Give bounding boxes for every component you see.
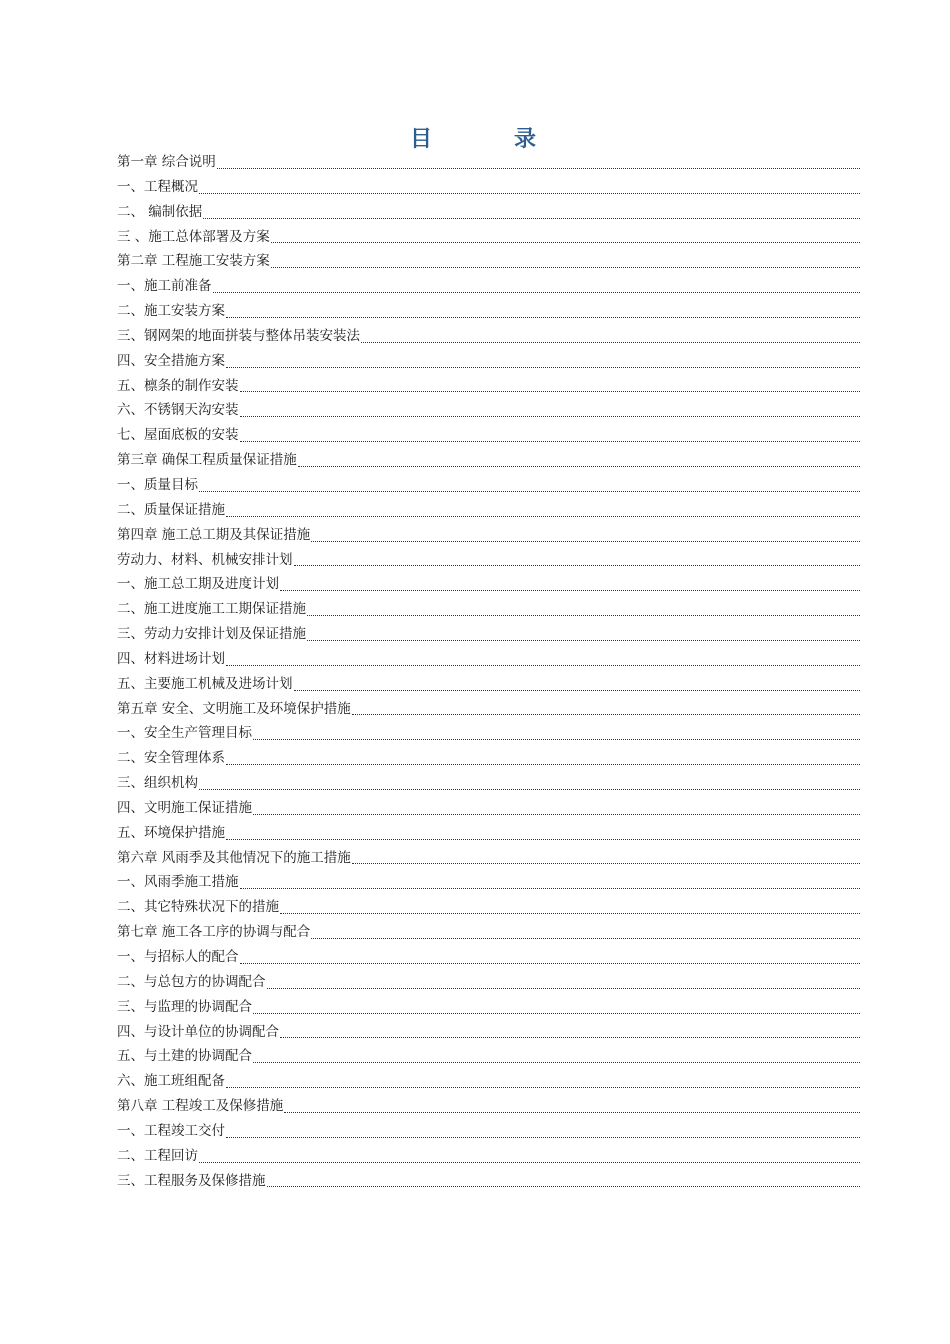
- toc-dot-leader: [240, 887, 861, 889]
- toc-dot-leader: [253, 813, 860, 815]
- toc-entry-label: 四、安全措施方案: [117, 352, 225, 369]
- toc-entry-label: 六、不锈钢天沟安装: [117, 402, 239, 419]
- toc-entry[interactable]: [117, 995, 860, 1020]
- toc-entry[interactable]: [117, 597, 860, 622]
- toc-entry-label: 三、钢网架的地面拼装与整体吊装安装法: [117, 327, 360, 344]
- toc-entry-label: 第八章 工程竣工及保修措施: [117, 1098, 284, 1115]
- toc-dot-leader: [240, 962, 861, 964]
- toc-dot-leader: [226, 366, 860, 368]
- toc-dot-leader: [226, 838, 860, 840]
- toc-entry[interactable]: [117, 721, 860, 746]
- toc-entry-label: 一、安全生产管理目标: [117, 725, 252, 742]
- toc-entry[interactable]: [117, 1119, 860, 1144]
- toc-entry[interactable]: [117, 349, 860, 374]
- toc-entry[interactable]: [117, 473, 860, 498]
- toc-dot-leader: [199, 788, 860, 790]
- toc-entry-label: 三 、施工总体部署及方案: [117, 228, 270, 245]
- toc-entry-label: 二、 编制依据: [117, 203, 203, 220]
- toc-entry-label: 第二章 工程施工安装方案: [117, 253, 270, 270]
- toc-entry-label: 二、安全管理体系: [117, 750, 225, 767]
- toc-entry-label: 二、施工安装方案: [117, 303, 225, 320]
- toc-dot-leader: [226, 1136, 860, 1138]
- toc-title: 目 录: [409, 127, 566, 152]
- toc-dot-leader: [352, 862, 860, 864]
- toc-dot-leader: [271, 241, 860, 243]
- toc-entry[interactable]: [117, 771, 860, 796]
- toc-entry[interactable]: [117, 374, 860, 399]
- toc-entry-label: 三、组织机构: [117, 775, 198, 792]
- toc-entry-label: 七、屋面底板的安装: [117, 427, 239, 444]
- toc-dot-leader: [294, 689, 861, 691]
- toc-entry-label: 二、施工进度施工工期保证措施: [117, 601, 306, 618]
- toc-dot-leader: [226, 664, 860, 666]
- toc-dot-leader: [271, 266, 860, 268]
- toc-dot-leader: [307, 639, 860, 641]
- toc-entry-label: 五、与土建的协调配合: [117, 1048, 252, 1065]
- toc-entry[interactable]: [117, 647, 860, 672]
- toc-entry-label: 一、施工前准备: [117, 278, 212, 295]
- toc-entry-label: 第四章 施工总工期及其保证措施: [117, 526, 311, 543]
- toc-entry-label: 第六章 风雨季及其他情况下的施工措施: [117, 849, 351, 866]
- toc-entry-label: 第五章 安全、文明施工及环境保护措施: [117, 700, 351, 717]
- toc-entry[interactable]: [117, 498, 860, 523]
- toc-dot-leader: [240, 415, 861, 417]
- toc-entry[interactable]: [117, 398, 860, 423]
- toc-dot-leader: [311, 540, 860, 542]
- toc-entry[interactable]: [117, 1169, 860, 1194]
- toc-entry-label: 二、与总包方的协调配合: [117, 973, 266, 990]
- toc-dot-leader: [298, 465, 860, 467]
- toc-dot-leader: [199, 192, 860, 194]
- toc-entry-label: 二、质量保证措施: [117, 501, 225, 518]
- toc-dot-leader: [226, 316, 860, 318]
- toc-entry[interactable]: [117, 970, 860, 995]
- toc-dot-leader: [311, 937, 860, 939]
- toc-entry[interactable]: [117, 846, 860, 871]
- toc-entry[interactable]: [117, 895, 860, 920]
- toc-entry[interactable]: [117, 1094, 860, 1119]
- toc-dot-leader: [294, 564, 861, 566]
- toc-entry-label: 一、施工总工期及进度计划: [117, 576, 279, 593]
- toc-entry[interactable]: [117, 324, 860, 349]
- toc-entry[interactable]: [117, 697, 860, 722]
- toc-entry[interactable]: [117, 1144, 860, 1169]
- toc-entry-label: 六、施工班组配备: [117, 1073, 225, 1090]
- toc-dot-leader: [307, 614, 860, 616]
- toc-entry-label: 第三章 确保工程质量保证措施: [117, 452, 297, 469]
- toc-entry[interactable]: [117, 548, 860, 573]
- toc-entry-label: 一、质量目标: [117, 476, 198, 493]
- toc-entry-label: 四、文明施工保证措施: [117, 799, 252, 816]
- toc-entry-label: 一、工程竣工交付: [117, 1122, 225, 1139]
- toc-entry[interactable]: [117, 572, 860, 597]
- toc-dot-leader: [280, 589, 860, 591]
- toc-entry-label: 四、材料进场计划: [117, 650, 225, 667]
- toc-entry[interactable]: [117, 523, 860, 548]
- toc-dot-leader: [267, 1185, 861, 1187]
- toc-dot-leader: [213, 291, 861, 293]
- toc-dot-leader: [226, 1086, 860, 1088]
- toc-dot-leader: [240, 390, 861, 392]
- toc-entry[interactable]: [117, 200, 860, 225]
- toc-dot-leader: [203, 217, 860, 219]
- toc-entry-label: 二、工程回访: [117, 1147, 198, 1164]
- toc-dot-leader: [284, 1111, 860, 1113]
- toc-entry-label: 一、风雨季施工措施: [117, 874, 239, 891]
- toc-dot-leader: [361, 341, 860, 343]
- toc-entry[interactable]: [117, 423, 860, 448]
- toc-entry[interactable]: [117, 796, 860, 821]
- toc-dot-leader: [226, 763, 860, 765]
- toc-entry[interactable]: [117, 870, 860, 895]
- toc-entry-label: 三、与监理的协调配合: [117, 998, 252, 1015]
- toc-dot-leader: [253, 1061, 860, 1063]
- toc-entry[interactable]: [117, 821, 860, 846]
- toc-dot-leader: [199, 1161, 860, 1163]
- toc-dot-leader: [253, 1012, 860, 1014]
- toc-entry-label: 一、与招标人的配合: [117, 949, 239, 965]
- toc-entry-label: 四、与设计单位的协调配合: [117, 1023, 279, 1040]
- toc-entry[interactable]: [117, 448, 860, 473]
- toc-dot-leader: [267, 987, 861, 989]
- toc-entry[interactable]: [117, 746, 860, 771]
- toc-entry[interactable]: [117, 945, 860, 970]
- toc-entry[interactable]: [117, 175, 860, 200]
- toc-entry[interactable]: [117, 299, 860, 324]
- toc-entry[interactable]: [117, 274, 860, 299]
- toc-entry-label: 五、环境保护措施: [117, 824, 225, 841]
- toc-entry[interactable]: [117, 672, 860, 697]
- toc-entry[interactable]: [117, 622, 860, 647]
- toc-entry-label: 劳动力、材料、机械安排计划: [117, 551, 293, 568]
- toc-entry[interactable]: [117, 920, 860, 945]
- toc-dot-leader: [280, 1036, 860, 1038]
- toc-entry[interactable]: [117, 225, 860, 250]
- toc-dot-leader: [226, 515, 860, 517]
- toc-dot-leader: [217, 167, 860, 169]
- toc-list: [117, 150, 860, 1193]
- toc-dot-leader: [199, 490, 860, 492]
- toc-dot-leader: [352, 713, 860, 715]
- toc-dot-leader: [240, 440, 861, 442]
- toc-entry[interactable]: [117, 249, 860, 274]
- toc-entry-label: 第七章 施工各工序的协调与配合: [117, 924, 311, 941]
- toc-entry-label: 第一章 综合说明: [117, 154, 216, 170]
- toc-entry[interactable]: [117, 150, 860, 175]
- toc-dot-leader: [280, 912, 860, 914]
- toc-entry-label: 二、其它特殊状况下的措施: [117, 899, 279, 916]
- toc-entry-label: 五、主要施工机械及进场计划: [117, 675, 293, 692]
- toc-dot-leader: [253, 738, 860, 740]
- toc-entry[interactable]: [117, 1069, 860, 1094]
- toc-entry-label: 三、劳动力安排计划及保证措施: [117, 626, 306, 643]
- toc-entry[interactable]: [117, 1020, 860, 1045]
- toc-entry[interactable]: [117, 1044, 860, 1069]
- toc-entry-label: 一、工程概况: [117, 178, 198, 195]
- toc-entry-label: 五、檩条的制作安装: [117, 377, 239, 394]
- toc-entry-label: 三、工程服务及保修措施: [117, 1172, 266, 1189]
